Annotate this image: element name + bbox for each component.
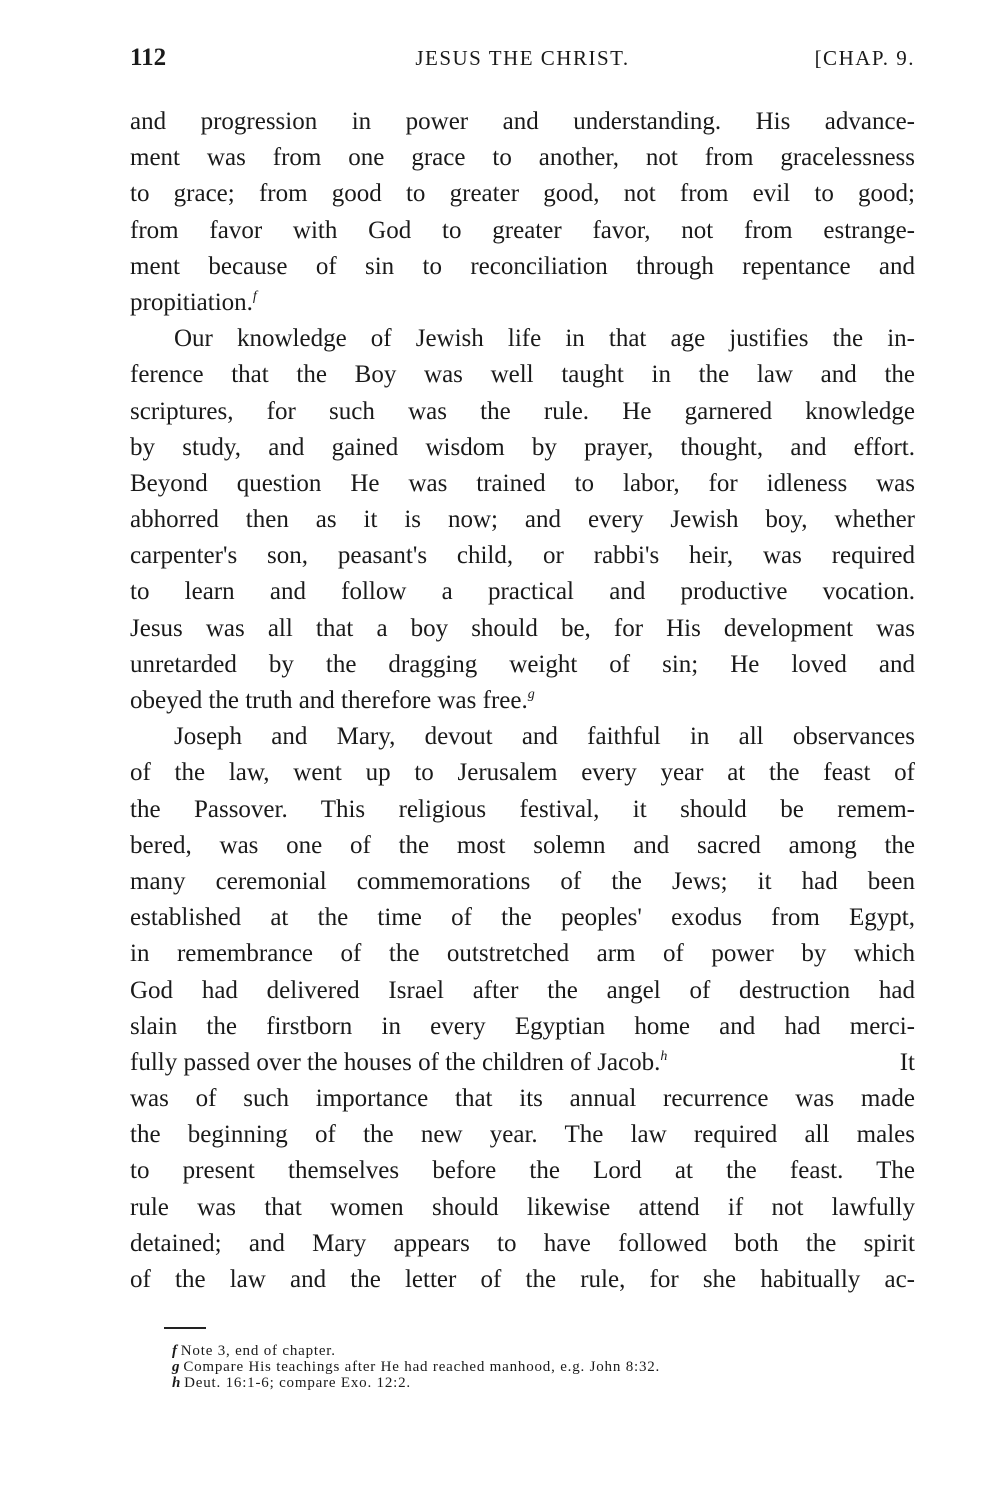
text-line: ment was from one grace to another, not from gracelessness: [130, 144, 915, 172]
footnotes: [172, 1343, 932, 1391]
text-line: unretarded by the dragging weight of sin; He loved and: [130, 650, 915, 678]
text-line: to present themselves before the Lord at the feast. The: [130, 1157, 915, 1185]
text-line: Beyond question He was trained to labor, for idleness was: [130, 469, 915, 497]
text-line: the Passover. This religious festival, it should be remem-: [130, 795, 915, 823]
footnote-letter: h: [172, 1375, 182, 1391]
footnote-h: [172, 1375, 932, 1391]
text-line: God had delivered Israel after the angel of destruction had: [130, 976, 915, 1004]
text-line: many ceremonial commemorations of the Jews; it had been: [130, 867, 915, 895]
footnote-text: Note 3, end of chapter.: [180, 1343, 336, 1359]
text-line: to grace; from good to greater good, not from evil to good;: [130, 180, 915, 208]
text-line: was of such importance that its annual recurrence was made: [130, 1085, 915, 1113]
text-line: of the law and the letter of the rule, for she habitually ac-: [130, 1266, 915, 1293]
text-line: carpenter's son, peasant's child, or rabbi's heir, was required: [130, 542, 915, 570]
text-run: [130, 1045, 667, 1081]
text-line: from favor with God to greater favor, not from estrange-: [130, 216, 915, 244]
text-line: scriptures, for such was the rule. He garnered knowledge: [130, 397, 915, 425]
text-line: bered, was one of the most solemn and sacred among the: [130, 831, 915, 859]
footnote-text: Compare His teachings after He had reached manhood, e.g. John 8:32.: [183, 1359, 661, 1375]
text-line: to learn and follow a practical and productive vocation.: [130, 578, 915, 606]
text-line: abhorred then as it is now; and every Jewish boy, whether: [130, 506, 915, 534]
page-number: 112: [130, 44, 167, 71]
text-line: Joseph and Mary, devout and faithful in all observances: [174, 723, 915, 751]
text-line: ference that the Boy was well taught in the law and the: [130, 361, 915, 389]
text-run: fully passed over the houses of the children of Jacob.: [130, 1048, 661, 1076]
text-line: [130, 1045, 915, 1081]
text-line: Jesus was all that a boy should be, for His development was: [130, 614, 915, 642]
footnote-ref-h: h: [660, 1048, 668, 1064]
text-line: detained; and Mary appears to have followed both the spirit: [130, 1229, 915, 1257]
text-line: established at the time of the peoples' exodus from Egypt,: [130, 904, 915, 932]
text-line: ment because of sin to reconciliation through repentance and: [130, 252, 915, 280]
footnote-text: Deut. 16:1-6; compare Exo. 12:2.: [184, 1375, 411, 1391]
text-line: rule was that women should likewise attend if not lawfully: [130, 1193, 915, 1221]
text-line: [130, 683, 915, 719]
text-line: the beginning of the new year. The law required all males: [130, 1121, 915, 1149]
footnote-letter: f: [172, 1343, 178, 1359]
text-run: It: [899, 1048, 915, 1076]
text-line: in remembrance of the outstretched arm of power by which: [130, 940, 915, 968]
text-line: of the law, went up to Jerusalem every year at the feast of: [130, 759, 915, 787]
footnote-f: [172, 1343, 932, 1359]
running-head: [130, 44, 915, 78]
text-line: slain the firstborn in every Egyptian home and had merci-: [130, 1012, 915, 1040]
footnote-ref-g: g: [527, 687, 535, 702]
footnote-ref-f: f: [252, 288, 257, 304]
text-line: and progression in power and understanding. His advance-: [130, 108, 915, 135]
text-line: Our knowledge of Jewish life in that age justifies the in-: [174, 325, 915, 353]
text-run: obeyed the truth and therefore was free.: [130, 687, 528, 714]
book-title: JESUS THE CHRIST.: [415, 46, 630, 70]
text-line: [130, 285, 915, 321]
chapter-label: [CHAP. 9.: [814, 46, 915, 70]
footnote-g: [172, 1359, 932, 1375]
text-run: propitiation.: [130, 288, 253, 316]
text-line: by study, and gained wisdom by prayer, thought, and effort.: [130, 433, 915, 461]
footnote-divider: [164, 1327, 206, 1329]
body-text: [130, 104, 915, 1298]
footnote-letter: g: [172, 1359, 181, 1375]
